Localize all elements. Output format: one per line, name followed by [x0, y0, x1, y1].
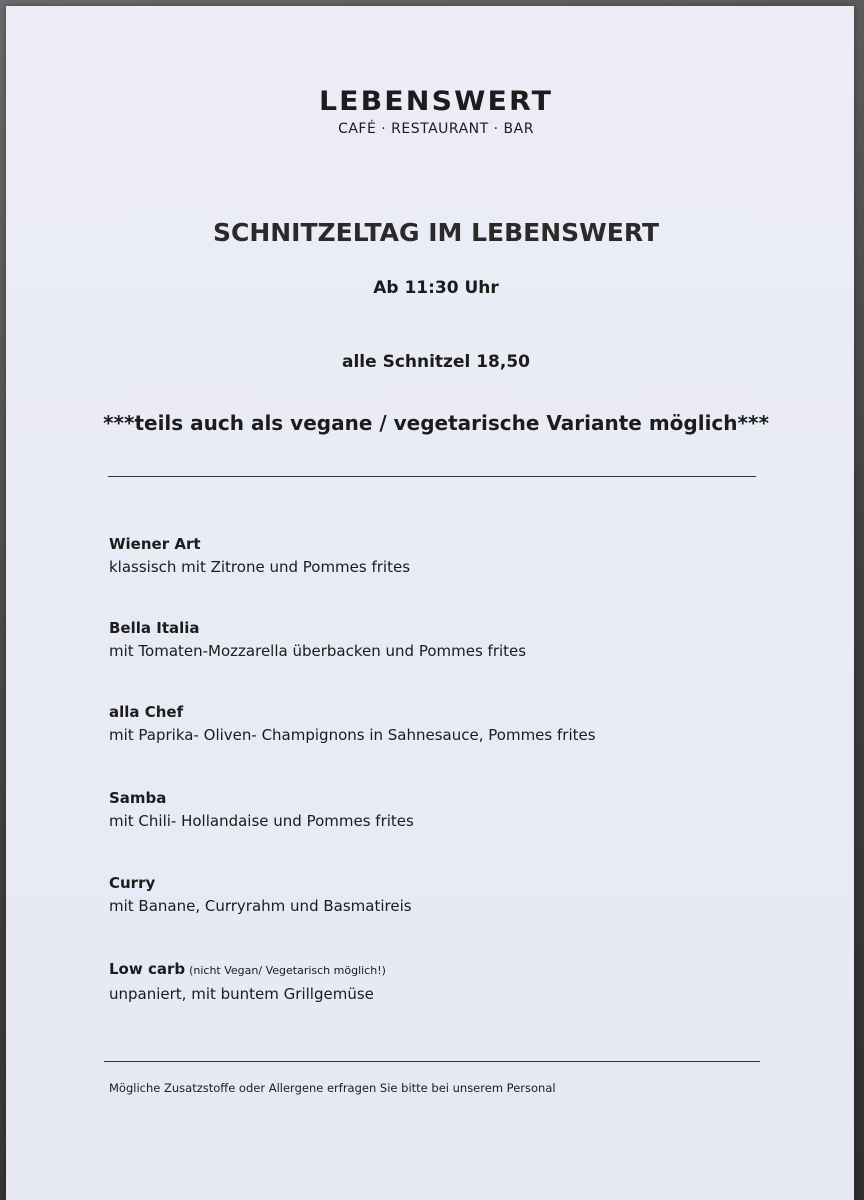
menu-item-wiener-art: [109, 533, 809, 579]
restaurant-subtitle: CAFÉ · RESTAURANT · BAR: [338, 121, 534, 137]
vegan-note: ***teils auch als vegane / vegetarische Variante möglich***: [103, 411, 769, 435]
menu-item-bella-italia: [109, 617, 809, 663]
menu-item-description: mit Tomaten-Mozzarella überbacken und Pommes frites: [109, 642, 527, 660]
menu-item-name: Samba: [109, 789, 167, 807]
menu-item-description: mit Banane, Curryrahm und Basmatireis: [109, 897, 412, 915]
menu-item-alla-chef: [109, 701, 809, 747]
page-title: SCHNITZELTAG IM LEBENSWERT: [212, 218, 660, 247]
menu-item-name: Curry: [109, 874, 156, 892]
menu-item-name: Wiener Art: [109, 535, 201, 553]
menu-sheet: [6, 6, 854, 1200]
menu-item-samba: [109, 787, 809, 833]
menu-item-description: mit Chili- Hollandaise und Pommes frites: [109, 812, 414, 830]
menu-item-note: (nicht Vegan/ Vegetarisch möglich!): [189, 964, 386, 977]
menu-item-description: unpaniert, mit buntem Grillgemüse: [109, 985, 374, 1003]
divider-top: [108, 476, 756, 477]
allergen-note: Mögliche Zusatzstoffe oder Allergene erfragen Sie bitte bei unserem Personal: [109, 1081, 556, 1095]
start-time: Ab 11:30 Uhr: [373, 278, 499, 298]
menu-item-name: Low carb (nicht Vegan/ Vegetarisch möglich!): [109, 960, 386, 978]
restaurant-logo: LEBENSWERT: [318, 86, 554, 117]
price-info: alle Schnitzel 18,50: [342, 352, 530, 372]
menu-item-name: Bella Italia: [109, 619, 200, 637]
menu-item-description: klassisch mit Zitrone und Pommes frites: [109, 558, 411, 576]
divider-bottom: [104, 1061, 760, 1062]
menu-item-curry: [109, 872, 809, 918]
menu-item-name: alla Chef: [109, 703, 184, 721]
menu-item-low-carb: [109, 958, 809, 1006]
menu-item-description: mit Paprika- Oliven- Champignons in Sahnesauce, Pommes frites: [109, 726, 596, 744]
